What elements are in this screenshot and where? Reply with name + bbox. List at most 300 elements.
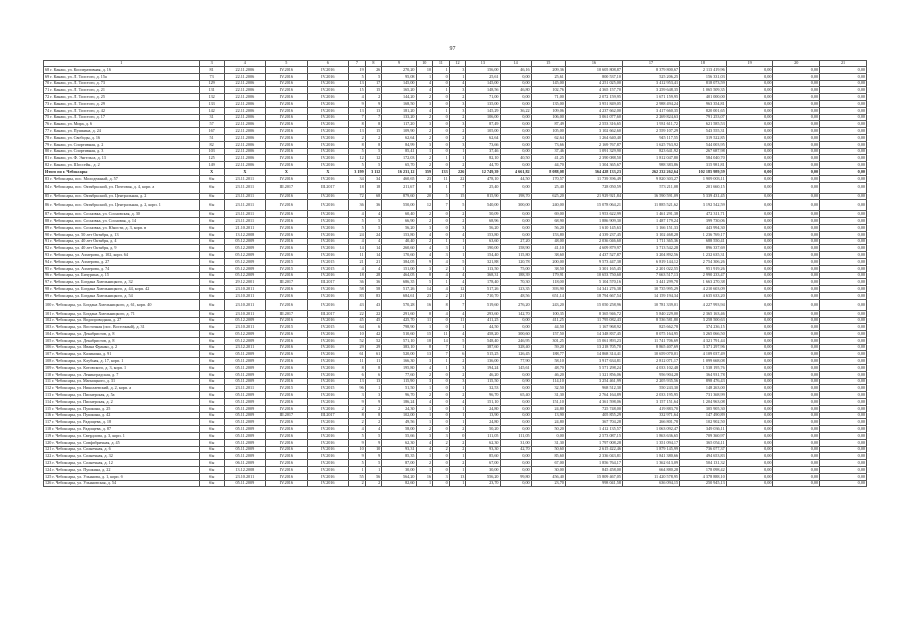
table-cell: 8 — [416, 272, 433, 279]
table-cell: 3 199 — [349, 168, 366, 175]
table-cell: 0,00 — [500, 121, 531, 128]
table-cell: 3 — [449, 107, 466, 114]
table-cell: 85,60 — [531, 453, 565, 460]
table-cell: б/н — [199, 412, 224, 419]
table-cell: 0,00 — [726, 148, 773, 155]
table-cell: 2 553 316,65 — [565, 121, 622, 128]
column-number-cell: 3 — [199, 61, 224, 67]
table-cell: 8 365 946,72 — [565, 310, 622, 317]
table-cell: 131 — [199, 87, 224, 94]
address-cell: 78 г. Канаш, ул. Свободы, д. 16 — [44, 134, 200, 141]
table-cell: 2 — [416, 162, 433, 169]
table-cell: 2 — [416, 128, 433, 135]
table-cell: IV.2016 — [266, 100, 308, 107]
table-cell: IV.2016 — [307, 141, 349, 148]
table-cell: 165,20 — [382, 87, 416, 94]
table-cell: 0,00 — [726, 155, 773, 162]
table-cell: 0 — [433, 371, 450, 378]
address-cell: 90 г. Чебоксары, ул. 50 лет Октября, д. 13 — [44, 231, 200, 238]
table-cell: 82 — [199, 141, 224, 148]
table-cell: 3 192 542,59 — [680, 200, 727, 211]
table-cell: 148 263,00 — [680, 385, 727, 392]
table-cell: 42 — [365, 331, 382, 338]
table-cell: 36 — [365, 200, 382, 211]
table-cell: 4 321 791,44 — [680, 337, 727, 344]
table-cell: 364 931,78 — [680, 371, 727, 378]
table-cell: 11 — [349, 358, 366, 365]
table-cell: 34 — [365, 175, 382, 182]
table-cell: 23.12.2011 — [224, 344, 266, 351]
table-cell: 123,35 — [500, 286, 531, 293]
table-cell: 9 — [365, 399, 382, 406]
table-cell: 13 — [449, 473, 466, 480]
table-row — [44, 114, 867, 121]
table-cell: 651,14 — [531, 292, 565, 299]
table-row — [44, 292, 867, 299]
table-cell: X — [199, 168, 224, 175]
table-cell: 105,00 — [466, 128, 500, 135]
table-cell: 0,00 — [726, 344, 773, 351]
table-cell: IV.2015 — [266, 385, 308, 392]
table-cell: IV.2016 — [307, 317, 349, 324]
table-cell: IV.2016 — [266, 317, 308, 324]
table-cell: 267 687,98 — [680, 148, 727, 155]
table-cell: 9 573 447,38 — [565, 258, 622, 265]
table-cell: 05.11.2009 — [224, 365, 266, 372]
table-cell: б/н — [199, 392, 224, 399]
table-cell: б/н — [199, 279, 224, 286]
table-cell: 0,00 — [726, 114, 773, 121]
table-cell: 0,00 — [726, 218, 773, 225]
table-cell: 5 — [349, 162, 366, 169]
table-cell: IV.2015 — [266, 265, 308, 272]
table-cell: 10 — [349, 446, 366, 453]
table-cell: IV.2016 — [266, 453, 308, 460]
table-cell: 05.11.2009 — [224, 358, 266, 365]
table-cell: 05.11.2009 — [224, 433, 266, 440]
table-cell: 1 — [365, 385, 382, 392]
table-cell: 2 — [449, 460, 466, 467]
table-cell: 0,00 — [773, 446, 820, 453]
table-cell: 0,00 — [500, 224, 531, 231]
table-cell: 145,00 — [466, 80, 500, 87]
table-cell: 1 — [449, 324, 466, 331]
table-cell: 31,00 — [500, 439, 531, 446]
table-cell: 50,20 — [531, 426, 565, 433]
table-cell: 556,20 — [466, 473, 500, 480]
table-cell: 1 — [433, 107, 450, 114]
table-cell: IV.2016 — [266, 218, 308, 225]
table-cell: 5 — [365, 218, 382, 225]
table-cell: 4 — [416, 446, 433, 453]
table-cell: 32,50 — [531, 385, 565, 392]
table-cell: IV.2016 — [307, 446, 349, 453]
table-cell: 686,35 — [382, 279, 416, 286]
table-cell: 7 — [433, 344, 450, 351]
table-cell: IV.2016 — [266, 392, 308, 399]
table-cell: 798,90 — [382, 324, 416, 331]
address-cell: 122 г. Чебоксары, ул. Солнечная, д. 32 — [44, 453, 200, 460]
table-cell: 0,00 — [726, 351, 773, 358]
table-cell: 1 — [449, 419, 466, 426]
table-cell: 68,90 — [531, 218, 565, 225]
table-row — [44, 272, 867, 279]
table-cell: 22.11.2006 — [224, 114, 266, 121]
table-cell: 517,26 — [466, 286, 500, 293]
table-cell: 136,00 — [466, 358, 500, 365]
table-cell: 106,00 — [531, 114, 565, 121]
table-cell: 46,80 — [500, 87, 531, 94]
table-cell: 0,00 — [500, 460, 531, 467]
table-row — [44, 134, 867, 141]
table-cell: 2 — [449, 392, 466, 399]
table-cell: 0,00 — [500, 114, 531, 121]
table-cell: IV.2016 — [266, 446, 308, 453]
table-cell: 36,22 — [500, 107, 531, 114]
table-cell: 1 886 909,30 — [565, 218, 622, 225]
address-cell: 94 г. Чебоксары, ул. Ахмерова, д. 27 — [44, 258, 200, 265]
table-cell: 0,00 — [726, 426, 773, 433]
table-cell: 1 — [449, 252, 466, 259]
table-cell: 384,05 — [382, 258, 416, 265]
table-cell: 0,00 — [726, 371, 773, 378]
table-cell: 15 — [349, 87, 366, 94]
table-cell: 13 — [349, 80, 366, 87]
table-row — [44, 168, 867, 175]
table-row — [44, 358, 867, 365]
table-cell: 2 — [449, 162, 466, 169]
table-cell: 132 — [199, 94, 224, 101]
table-cell: 3 441 299,78 — [622, 279, 679, 286]
table-cell: 0 — [433, 128, 450, 135]
table-cell: 1 099 668,08 — [680, 358, 727, 365]
table-cell: б/н — [199, 439, 224, 446]
table-cell: 250 945,13 — [680, 480, 727, 487]
table-cell: 15 809 467,05 — [565, 473, 622, 480]
table-cell: 8 — [416, 344, 433, 351]
table-cell: 0,00 — [820, 286, 867, 293]
table-cell: 0,00 — [820, 128, 867, 135]
table-row — [44, 378, 867, 385]
table-cell: 4 — [416, 87, 433, 94]
table-cell: 21 — [365, 258, 382, 265]
address-cell: 112 г. Чебоксары, ул. Николаевский, д. 2, корп. а — [44, 385, 200, 392]
table-cell: 1 — [416, 467, 433, 474]
address-cell: 115 г. Чебоксары, ул. Пушкина, д. 25 — [44, 405, 200, 412]
table-cell: 0,00 — [820, 473, 867, 480]
table-cell: 564,20 — [382, 473, 416, 480]
table-row — [44, 365, 867, 372]
table-cell: 82,60 — [382, 480, 416, 487]
table-cell: 9 — [416, 258, 433, 265]
column-number-cell: 19 — [726, 61, 773, 67]
table-cell: 13 — [416, 351, 433, 358]
table-cell: 4 — [416, 245, 433, 252]
table-cell: 1 — [349, 467, 366, 474]
table-cell: 1 204 963,08 — [680, 399, 727, 406]
table-cell: 9 — [365, 100, 382, 107]
table-cell: 1 — [433, 155, 450, 162]
table-cell: 0 — [433, 378, 450, 385]
table-cell: 0,90 — [500, 378, 531, 385]
table-cell: 443 994,30 — [680, 224, 727, 231]
table-cell: 0 — [433, 392, 450, 399]
table-cell: 0,00 — [773, 310, 820, 317]
table-row — [44, 331, 867, 338]
table-cell: 1 625 763,92 — [622, 141, 679, 148]
table-cell: 4 — [416, 107, 433, 114]
column-number-cell: 14 — [500, 61, 531, 67]
table-cell: 0,00 — [773, 265, 820, 272]
table-cell: 2 — [449, 134, 466, 141]
table-cell: 1 065 509,35 — [680, 87, 727, 94]
table-cell: 3 — [449, 67, 466, 74]
table-cell: 0,00 — [726, 67, 773, 74]
table-cell: 6 — [365, 324, 382, 331]
table-cell: 0,00 — [500, 94, 531, 101]
table-cell: 3 412 953,41 — [622, 80, 679, 87]
table-cell: 68,96 — [466, 218, 500, 225]
table-cell: 87,49 — [466, 121, 500, 128]
table-cell: 2 072 159,95 — [565, 94, 622, 101]
table-cell: 0,00 — [773, 358, 820, 365]
table-cell: 22.11.2006 — [224, 73, 266, 80]
table-cell: 45 — [349, 317, 366, 324]
table-cell: б/н — [199, 433, 224, 440]
table-row — [44, 299, 867, 310]
address-cell: 98 г. Чебоксары, ул. Богдана Хмельницкого, д. 44, корп. 42 — [44, 286, 200, 293]
table-cell: 0,00 — [726, 365, 773, 372]
table-cell: 621 585,53 — [680, 121, 727, 128]
table-cell: IV.2016 — [307, 107, 349, 114]
table-cell: 0,00 — [500, 128, 531, 135]
table-cell: 188,39 — [500, 272, 531, 279]
table-cell: 22.11.2006 — [224, 162, 266, 169]
table-cell: 0,00 — [500, 385, 531, 392]
table-cell: 3 157 151,64 — [622, 399, 679, 406]
table-cell: 818 073,59 — [680, 80, 727, 87]
table-cell: IV.2016 — [307, 134, 349, 141]
table-cell: 12 — [416, 200, 433, 211]
table-cell: 240,00 — [531, 200, 565, 211]
table-cell: IV.2016 — [307, 121, 349, 128]
table-cell: 59,20 — [531, 344, 565, 351]
table-cell: 2 — [349, 134, 366, 141]
table-cell: 4 — [416, 231, 433, 238]
table-cell: 728 050,59 — [565, 182, 622, 193]
table-cell: 998 041,58 — [565, 480, 622, 487]
table-cell: б/н — [199, 286, 224, 293]
address-cell: 74 г. Канаш, ул. Л. Толстого, д. 42 — [44, 107, 200, 114]
table-cell: 0,00 — [773, 245, 820, 252]
address-cell: 102 г. Чебоксары, ул. Водопроводная, д. 27 — [44, 317, 200, 324]
table-cell: 10 653 750,60 — [565, 272, 622, 279]
table-cell: 0 — [433, 467, 450, 474]
table-row — [44, 73, 867, 80]
table-cell: 8 — [349, 412, 366, 419]
table-cell: 1 — [449, 265, 466, 272]
table-cell: 0,00 — [773, 344, 820, 351]
table-cell: 0,00 — [500, 480, 531, 487]
table-cell: 3 — [349, 392, 366, 399]
table-cell: 36 — [349, 200, 366, 211]
table-row — [44, 480, 867, 487]
address-cell: 85 г. Чебоксары, пос. Октябрьский, ул. Центральная, д. 2 — [44, 193, 200, 200]
table-cell: 276,20 — [500, 299, 531, 310]
table-cell: 145,00 — [382, 80, 416, 87]
table-row — [44, 175, 867, 182]
table-cell: 0,00 — [820, 73, 867, 80]
table-cell: 57 — [199, 121, 224, 128]
table-cell: 4 — [349, 426, 366, 433]
table-cell: 472 311,71 — [680, 211, 727, 218]
table-cell: 1 931 611,72 — [622, 121, 679, 128]
table-cell: 3 713 542,28 — [622, 245, 679, 252]
table-cell: 823 641,92 — [622, 148, 679, 155]
table-cell: 2 615 422,46 — [565, 446, 622, 453]
table-cell: 1 — [449, 344, 466, 351]
table-cell: 1 856 764,17 — [565, 460, 622, 467]
table-cell: 23.10.2011 — [224, 286, 266, 293]
table-cell: 0 — [433, 385, 450, 392]
table-cell: 4 — [449, 331, 466, 338]
table-cell: 13,90 — [466, 412, 500, 419]
table-cell: 825 662,78 — [622, 324, 679, 331]
table-cell: 0,00 — [773, 299, 820, 310]
table-cell: 8 — [365, 412, 382, 419]
table-cell: 66,90 — [382, 218, 416, 225]
table-cell: 1 232 635,31 — [680, 252, 727, 259]
table-cell: IV.2015 — [307, 385, 349, 392]
table-cell: 58 — [365, 286, 382, 293]
table-row — [44, 439, 867, 446]
table-cell: б/н — [199, 344, 224, 351]
table-cell: 4 378 888,10 — [680, 473, 727, 480]
table-cell: 41,25 — [531, 155, 565, 162]
address-cell: 117 г. Чебоксары, ул. Радищева, д. 18 — [44, 419, 200, 426]
table-cell: 05.11.2009 — [224, 405, 266, 412]
table-cell: 0,00 — [500, 231, 531, 238]
table-cell: 22.11.2006 — [224, 128, 266, 135]
table-cell: IV.2016 — [266, 238, 308, 245]
column-number-cell: 15 — [531, 61, 565, 67]
table-cell: 5 104 570,16 — [565, 279, 622, 286]
table-cell: IV.2015 — [307, 265, 349, 272]
address-cell: 126 г. Чебоксары, ул. Ульяновская, д. 54 — [44, 480, 200, 487]
table-cell: 710,70 — [466, 292, 500, 299]
table-cell: 0,00 — [773, 211, 820, 218]
table-cell: 3 — [449, 87, 466, 94]
table-cell: 20 — [416, 193, 433, 200]
table-cell: 8 — [433, 299, 450, 310]
table-row — [44, 337, 867, 344]
table-cell: 5 — [349, 224, 366, 231]
table-cell: IV.2015 — [266, 324, 308, 331]
table-cell: IV.2016 — [307, 238, 349, 245]
table-cell: 52 — [349, 337, 366, 344]
table-cell: б/н — [199, 399, 224, 406]
table-cell: 0,00 — [820, 351, 867, 358]
table-cell: 0,00 — [820, 378, 867, 385]
table-cell: 464,05 — [382, 272, 416, 279]
table-cell: 1 — [449, 155, 466, 162]
table-cell: 3 — [416, 141, 433, 148]
table-cell: 64 — [349, 324, 366, 331]
table-cell: 22.11.2006 — [224, 107, 266, 114]
table-cell: 60,40 — [382, 211, 416, 218]
table-cell: б/н — [199, 211, 224, 218]
table-cell: 0,00 — [773, 87, 820, 94]
address-cell: 114 г. Чебоксары, ул. Пионерская, д. 2 — [44, 399, 200, 406]
table-cell: 29.12.2001 — [224, 279, 266, 286]
table-cell: 168,50 — [382, 100, 416, 107]
table-cell: 0,00 — [820, 245, 867, 252]
table-cell: 0,00 — [820, 337, 867, 344]
table-cell: 22 — [365, 310, 382, 317]
table-cell: 7 — [365, 114, 382, 121]
table-cell: 2 390 088,50 — [565, 155, 622, 162]
table-cell: IV.2016 — [307, 460, 349, 467]
table-cell: 2 — [365, 134, 382, 141]
table-cell: 515,25 — [466, 351, 500, 358]
table-cell: 0,00 — [500, 419, 531, 426]
table-cell: IV.2016 — [266, 73, 308, 80]
table-cell: 145,29 — [466, 107, 500, 114]
table-cell: б/н — [199, 460, 224, 467]
table-cell: 16 590 591,09 — [622, 193, 679, 200]
table-cell: 2 — [433, 292, 450, 299]
table-cell: б/н — [199, 218, 224, 225]
table-cell: 81 — [199, 67, 224, 74]
table-cell: 0,00 — [773, 162, 820, 169]
table-cell: 0,00 — [820, 480, 867, 487]
table-cell: 154,40 — [466, 252, 500, 259]
table-cell: 478,10 — [466, 175, 500, 182]
table-cell: 05.12.2009 — [224, 252, 266, 259]
table-cell: 24,80 — [531, 405, 565, 412]
table-cell: 525 206,25 — [622, 73, 679, 80]
table-cell: 85,41 — [382, 148, 416, 155]
table-cell: 23 — [416, 175, 433, 182]
table-cell: 2 — [349, 405, 366, 412]
table-cell: 1 — [365, 467, 382, 474]
table-cell: 24 — [349, 231, 366, 238]
table-cell: 0,00 — [500, 211, 531, 218]
table-cell: 540,00 — [466, 200, 500, 211]
table-cell: IV.2016 — [307, 272, 349, 279]
table-cell: 15 — [365, 87, 382, 94]
table-cell: 05.12.2009 — [224, 238, 266, 245]
table-cell: 85,60 — [466, 453, 500, 460]
table-cell: 56,20 — [531, 224, 565, 231]
table-cell: 11 420 578,95 — [622, 473, 679, 480]
table-cell: 399 730,06 — [680, 218, 727, 225]
table-cell: 13 — [365, 107, 382, 114]
table-cell: 22.11.2006 — [224, 148, 266, 155]
table-cell: 8 536 581,80 — [622, 317, 679, 324]
table-cell: 23.11.2011 — [224, 200, 266, 211]
table-cell: 32,53 — [466, 385, 500, 392]
table-cell: IV.2016 — [266, 162, 308, 169]
table-cell: 23.11.2011 — [224, 182, 266, 193]
address-cell: 82 г. Канаш, ул. Шоссейн., д. 2 — [44, 162, 200, 169]
table-cell: IV.2016 — [307, 419, 349, 426]
table-cell: 300,60 — [500, 331, 531, 338]
table-cell: 0,00 — [500, 453, 531, 460]
table-cell: 156 331,03 — [680, 73, 727, 80]
table-cell: 8 075 164,95 — [622, 331, 679, 338]
table-cell: 118,00 — [531, 279, 565, 286]
